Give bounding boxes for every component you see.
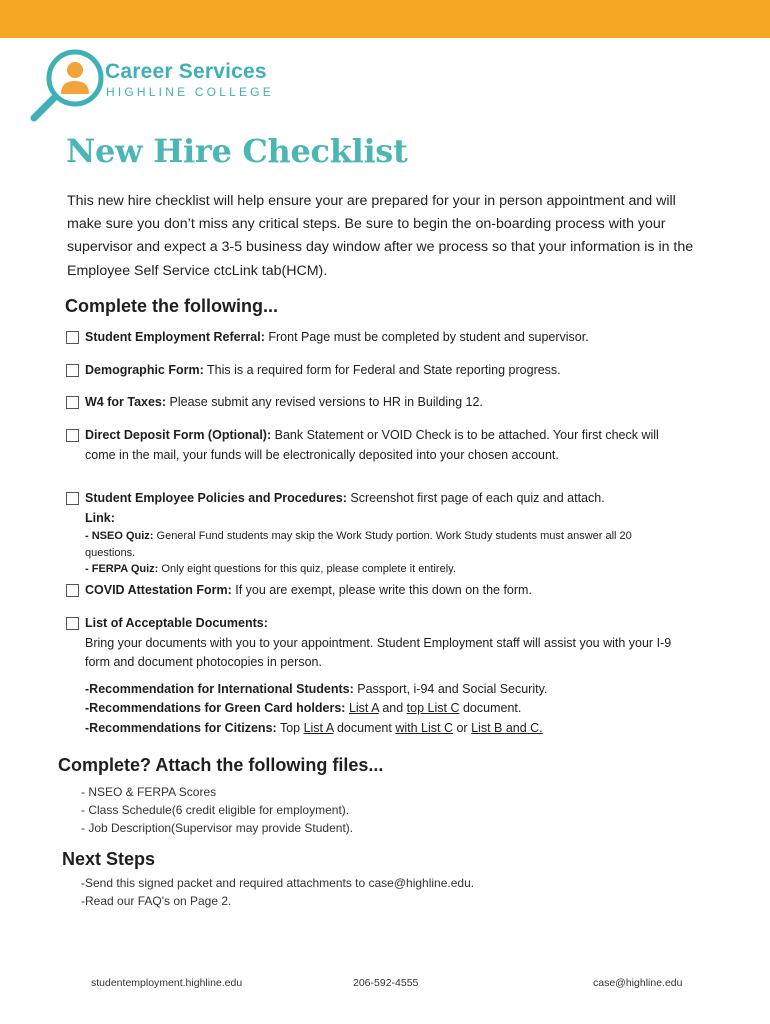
checkbox[interactable] — [66, 617, 79, 630]
page-title: New Hire Checklist — [66, 132, 408, 170]
checklist-item-referral: Student Employment Referral: Front Page must be completed by student and supervisor. — [66, 328, 686, 348]
person-icon — [61, 62, 89, 94]
list-item: - NSEO & FERPA Scores — [81, 785, 217, 799]
footer-email[interactable]: case@highline.edu — [593, 977, 683, 989]
intro-paragraph: This new hire checklist will help ensure your are prepared for your in person appointment and will make sure you don’t miss any critical steps. Be sure to begin the on-boarding process with your supervisor and expect a 3-5 business day window after we process so that your information is in the Employee Self Service ctcLink tab(HCM). — [67, 193, 694, 279]
checkbox[interactable] — [66, 364, 79, 377]
recommendation-international: -Recommendation for International Students: Passport, i-94 and Social Security. — [85, 681, 548, 696]
section-heading-attach: Complete? Attach the following files... — [58, 755, 384, 775]
nseo-quiz-note: - NSEO Quiz: General Fund students may skip the Work Study portion. Work Study students must answer all 20 questions. — [85, 530, 632, 559]
logo-subtitle: HIGHLINE COLLEGE — [106, 85, 274, 99]
ferpa-quiz-note: - FERPA Quiz: Only eight questions for this quiz, please complete it entirely. — [85, 563, 456, 575]
recommendation-citizens: -Recommendations for Citizens: Top List A document with List C or List B and C. — [85, 720, 543, 735]
list-a-link[interactable]: List A — [348, 701, 379, 715]
list-item: -Read our FAQ's on Page 2. — [81, 894, 232, 908]
list-item: - Job Description(Supervisor may provide Student). — [81, 821, 354, 835]
top-list-c-link[interactable]: top List C — [406, 701, 460, 715]
with-list-c-link[interactable]: with List C — [395, 720, 453, 735]
list-item: - Class Schedule(6 credit eligible for employment). — [81, 803, 350, 817]
checklist-item-demographic: Demographic Form: This is a required form for Federal and State reporting progress. — [66, 361, 686, 381]
checkbox[interactable] — [66, 492, 79, 505]
footer-phone: 206-592-4555 — [353, 977, 419, 989]
section-heading-next-steps: Next Steps — [62, 849, 156, 869]
top-accent-bar — [0, 0, 770, 38]
list-item: -Send this signed packet and required attachments to case@highline.edu. — [81, 876, 475, 890]
checkbox[interactable] — [66, 331, 79, 344]
recommendation-green-card: -Recommendations for Green Card holders: List A and top List C document. — [85, 701, 522, 715]
list-b-and-c-link[interactable]: List B and C. — [471, 720, 543, 735]
checklist-item-w4: W4 for Taxes: Please submit any revised versions to HR in Building 12. — [66, 393, 686, 413]
footer-website[interactable]: studentemployment.highline.edu — [91, 977, 243, 989]
checklist-item-direct-deposit: Direct Deposit Form (Optional): Bank Statement or VOID Check is to be attached. Your first check will come in the mail, your funds will be electronically deposited into your chosen account. — [66, 426, 666, 465]
checkbox[interactable] — [66, 429, 79, 442]
checklist-item-covid: COVID Attestation Form: If you are exempt, please write this down on the form. — [66, 581, 686, 601]
logo-name: Career Services — [105, 60, 267, 83]
attach-files-list — [81, 783, 353, 837]
checklist-item-policies: Student Employee Policies and Procedures: Screenshot first page of each quiz and attach. Link: - NSEO Quiz: General Fund students may skip the Work Study portion. Work Study students must answer all 20 questions. - FERPA Quiz: Only eight questions for this quiz, please complete it entirely. — [66, 489, 666, 578]
link-label: Link: — [85, 510, 115, 525]
list-a-link[interactable]: List A — [303, 720, 334, 735]
checkbox[interactable] — [66, 396, 79, 409]
checkbox[interactable] — [66, 584, 79, 597]
next-steps-list — [81, 874, 474, 910]
section-heading-complete: Complete the following... — [65, 296, 278, 316]
checklist-item-documents: List of Acceptable Documents: Bring your documents with you to your appointment. Student Employment staff will assist you with your I-9 form and document photocopies in person. -Recommendation for International Students: Passport, i-94 and Social Security. -Recommendations for Green Card holders: List A and top List C document. -Recommendations for Citizens: Top List A document with List C or List B and C. — [66, 614, 676, 738]
